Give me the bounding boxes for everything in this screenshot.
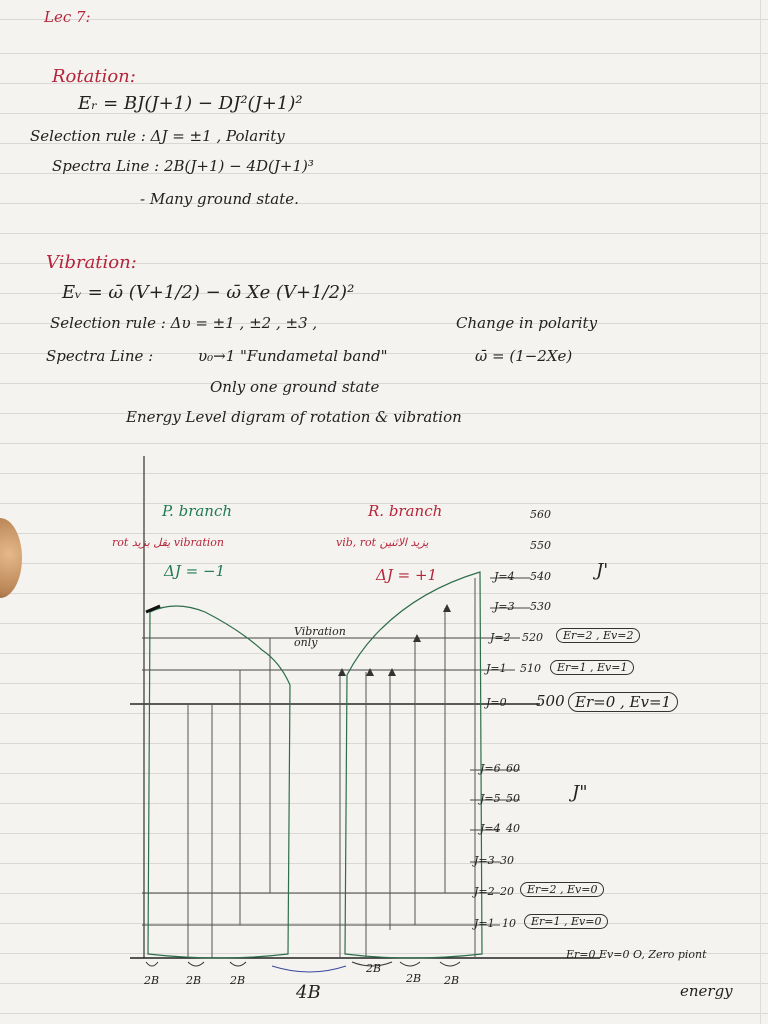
vibration-energy-equation: Eᵥ = ω̄ (V+1/2) − ω̄ Xe (V+1/2)²: [62, 282, 355, 303]
level-value-20: 20: [500, 885, 514, 898]
r-branch-label: R. branch: [368, 502, 443, 520]
level-tag-520: Er=2 , Ev=2: [556, 628, 640, 643]
rotation-selection-rule: Selection rule : ΔJ = ±1 , Polarity: [30, 127, 285, 145]
rotation-title: Rotation:: [52, 66, 136, 87]
vibration-selection-note: Change in polarity: [456, 314, 598, 332]
level-j-lower-5: J=5: [480, 792, 501, 805]
vibration-spectra-label: Spectra Line :: [46, 347, 154, 365]
level-tag-20: Er=2 , Ev=0: [520, 882, 604, 897]
arrow-head-r4: [388, 668, 396, 676]
level-tag-10: Er=1 , Ev=0: [524, 914, 608, 929]
level-j-lower-3: J=3: [474, 854, 495, 867]
spacing-left-2: 2B: [186, 974, 202, 987]
level-tag-510: Er=1 , Ev=1: [550, 660, 634, 675]
vibration-spectra-value: υ₀→1 "Fundametal band": [198, 347, 388, 365]
rotation-energy-equation: Eᵣ = BJ(J+1) − DJ²(J+1)²: [78, 93, 303, 114]
arrow-head-r5: [366, 668, 374, 676]
brace-4b: [272, 966, 346, 972]
arrow-head-vib: [338, 668, 346, 676]
p-branch-envelope: [148, 606, 290, 958]
lower-j-symbol: J": [572, 782, 588, 803]
r-branch-arabic-note: vib, rot يزيد الاثنين: [336, 536, 429, 549]
level-j-lower-1: J=1: [474, 917, 495, 930]
level-value-60: 60: [506, 762, 520, 775]
level-j-upper-1: J=1: [486, 662, 507, 675]
level-value-560: 560: [530, 508, 551, 521]
level-j-upper-2: J=2: [490, 631, 511, 644]
level-value-30: 30: [500, 854, 514, 867]
level-value-10: 10: [502, 917, 516, 930]
brace-2b-5: [400, 962, 420, 966]
spacing-right-2: 2B: [406, 972, 422, 985]
brace-2b-3: [230, 962, 246, 966]
rotation-note: - Many ground state.: [140, 190, 299, 208]
level-value-40: 40: [506, 822, 520, 835]
spacing-right-3: 2B: [444, 974, 460, 987]
level-j-upper-4: J=4: [494, 570, 515, 583]
spacing-left-1: 2B: [144, 974, 160, 987]
brace-2b-6: [440, 962, 460, 966]
r-branch-delta: ΔJ = +1: [376, 566, 438, 584]
level-value-500: 500: [536, 692, 565, 710]
diagram-title: Energy Level digram of rotation & vibration: [126, 408, 462, 426]
upper-j-symbol: J': [596, 560, 609, 581]
p-branch-label: P. branch: [162, 502, 233, 520]
level-value-550: 550: [530, 539, 551, 552]
spacing-left-3: 2B: [230, 974, 246, 987]
zero-point-label: Er=0 Ev=0 O, Zero piont: [566, 948, 707, 961]
spacing-right-1: 2B: [366, 962, 382, 975]
p-branch-arabic-note: rot يقل بزيد vibration: [112, 536, 224, 549]
zero-point-label-2: energy: [680, 982, 733, 1000]
vibration-selection-rule: Selection rule : Δυ = ±1 , ±2 , ±3 ,: [50, 314, 318, 332]
level-value-530: 530: [530, 600, 551, 613]
rotation-spectra-line: Spectra Line : 2B(J+1) − 4D(J+1)³: [52, 157, 314, 175]
level-j-upper-3: J=3: [494, 600, 515, 613]
spacing-mid-4b: 4B: [296, 982, 321, 1003]
brace-2b-1: [146, 962, 158, 966]
level-tag-500: Er=0 , Ev=1: [568, 692, 678, 712]
level-value-510: 510: [520, 662, 541, 675]
vibration-spectra-result: ω̄ = (1−2Xe): [475, 347, 573, 365]
vibration-only-note: Vibration only: [294, 625, 346, 649]
level-j-lower-6: J=6: [480, 762, 501, 775]
level-j-lower-2: J=2: [474, 885, 495, 898]
brace-2b-2: [188, 962, 204, 966]
vibration-note: Only one ground state: [210, 378, 380, 396]
level-j-lower-4: J=4: [480, 822, 501, 835]
level-value-50: 50: [506, 792, 520, 805]
arrow-head-r2: [443, 604, 451, 612]
level-value-540: 540: [530, 570, 551, 583]
level-value-520: 520: [522, 631, 543, 644]
vibration-title: Vibration:: [46, 252, 137, 273]
level-j-upper-0: J=0: [486, 696, 507, 709]
lecture-title: Lec 7:: [44, 8, 91, 26]
p-branch-delta: ΔJ = −1: [164, 562, 226, 580]
